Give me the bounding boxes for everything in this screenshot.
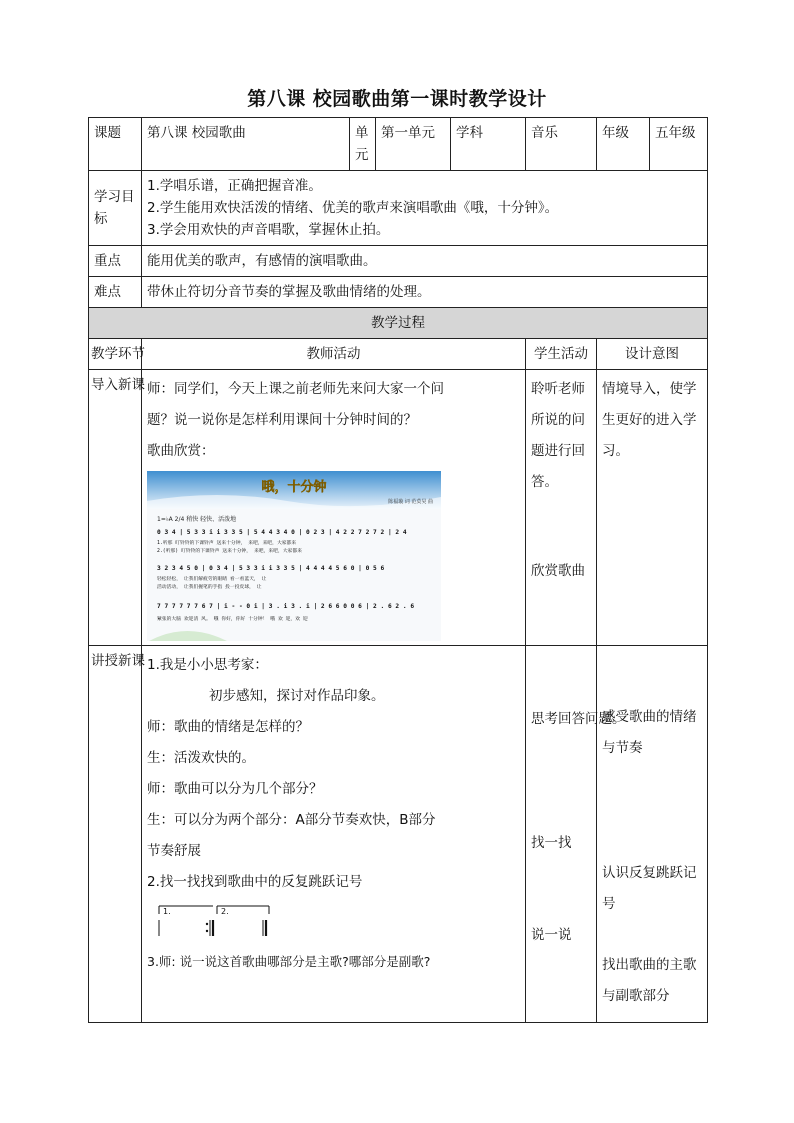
- student-activity-bottom: 欣赏歌曲: [531, 563, 585, 579]
- grade-label: 年级: [597, 118, 650, 171]
- new-lesson-stage: 讲授新课: [89, 646, 142, 1023]
- new-lesson-intent: [597, 646, 708, 1023]
- score-title: 哦，十分钟: [261, 480, 327, 495]
- key-point-row: [89, 246, 708, 277]
- score-lyric-line: 紧张的大脑 欢迎清 风。 哦 你好，你好 十分钟！ 哦 欢 迎，欢 迎: [157, 617, 308, 622]
- difficulty-value: 带休止符切分音节奏的掌握及歌曲情绪的处理。: [142, 277, 708, 308]
- column-header-row: [89, 339, 708, 370]
- page-title: 第八课 校园歌曲第一课时教学设计: [247, 88, 547, 110]
- student-activity: 说一说: [531, 927, 572, 943]
- column-student: 学生活动: [526, 339, 597, 370]
- topic-value: 第八课 校园歌曲: [142, 118, 350, 171]
- goal-item: 2.学生能用欢快活泼的情绪、优美的歌声来演唱歌曲《哦，十分钟》。: [147, 200, 559, 216]
- intent-item: 感受歌曲的情绪与节奏: [602, 709, 697, 756]
- score-lyric-line: 2.(听那) 叮铃铃的下课铃声 送来十分钟， 来吧，来吧，大家都来: [157, 549, 302, 554]
- score-lyric-line: 1.听那 叮铃铃的下课铃声 送来十分钟， 来吧，来吧，大家都来: [157, 541, 297, 546]
- intro-student: [526, 370, 597, 646]
- goal-item: 1.学唱乐谱，正确把握音准。: [147, 178, 322, 194]
- key-point-value: 能用优美的歌声，有感情的演唱歌曲。: [142, 246, 708, 277]
- score-key: 1=♭A 2/4 稍快 轻快、活泼地: [157, 516, 237, 523]
- first-ending-label: 1.: [163, 907, 171, 916]
- teacher-line: 生：可以分为两个部分：A部分节奏欢快，B部分: [147, 812, 436, 828]
- new-lesson-student: [526, 646, 626, 1023]
- teacher-line: 节奏舒展: [147, 843, 201, 859]
- second-ending-label: 2.: [221, 907, 229, 916]
- score-lyric-line: 活动活动， 让我们握笔的手指 投一投皮球， 让: [157, 585, 262, 590]
- key-point-label: 重点: [89, 246, 142, 277]
- process-header: 教学过程: [89, 308, 708, 339]
- score-notes-line: 3 2 3 4 5 0 | 0 3 4 | 5 3 3 i i 3 3 5 | 4 4 4 4 5 6 0 | 0 5 6: [157, 565, 385, 572]
- teacher-line: 师：同学们，今天上课之前老师先来问大家一个问: [147, 381, 444, 397]
- repeat-mark-svg: [157, 902, 277, 938]
- goals-list: [142, 171, 708, 246]
- new-lesson-row: [89, 646, 708, 1023]
- goals-label: 学习目标: [89, 171, 142, 246]
- unit-value: 第一单元: [376, 118, 451, 171]
- repeat-mark-illustration: [157, 902, 277, 938]
- intro-stage: 导入新课: [89, 370, 142, 646]
- intro-teacher: [142, 370, 526, 646]
- subject-label: 学科: [451, 118, 526, 171]
- process-header-row: [89, 308, 708, 339]
- grade-value: 五年级: [650, 118, 708, 171]
- intent-item: 认识反复跳跃记号: [602, 865, 697, 912]
- teacher-line: 1.我是小小思考家：: [147, 657, 268, 673]
- difficulty-row: [89, 277, 708, 308]
- teacher-line: 3.师: 说一说这首歌曲哪部分是主歌?哪部分是副歌?: [147, 954, 431, 969]
- goals-row: [89, 171, 708, 246]
- student-activity-top: 聆听老师所说的问题进行回答。: [531, 381, 585, 490]
- lesson-plan-table: [88, 117, 708, 1023]
- score-notes-line: 0 3 4 | 5 3 3 i i 3 3 5 | 5 4 4 3 4 0 | 0 2 3 | 4 2 2 7 2 7 2 | 2 4: [157, 529, 407, 536]
- teacher-line: 歌曲欣赏：: [147, 443, 215, 459]
- score-svg: [147, 471, 441, 641]
- teacher-line: 题？说一说你是怎样利用课间十分钟时间的？: [147, 412, 417, 428]
- score-credits: 陈福璇 词 范莫昊 曲: [388, 499, 433, 505]
- goal-item: 3.学会用欢快的声音唱歌，掌握休止拍。: [147, 222, 390, 238]
- teacher-line: 初步感知，探讨对作品印象。: [209, 688, 385, 704]
- student-activity: 找一找: [531, 835, 572, 851]
- score-notes-line: 7 7 7 7 7 7 6 7 | i - - 0 i | 3 . i 3 . i | 2 6 6 0 0 6 | 2 . 6 2 . 6: [157, 603, 415, 610]
- info-row: [89, 118, 708, 171]
- column-stage: 教学环节: [89, 339, 142, 370]
- teacher-line: 2.找一找找到歌曲中的反复跳跃记号: [147, 874, 363, 890]
- subject-value: 音乐: [526, 118, 597, 171]
- difficulty-label: 难点: [89, 277, 142, 308]
- unit-label: 单元: [350, 118, 376, 171]
- column-intent: 设计意图: [597, 339, 708, 370]
- score-lyric-line: 轻松轻松， 让我们解疲劳的眼睛 看一看蓝天， 让: [157, 577, 267, 582]
- new-lesson-teacher: [142, 646, 526, 1023]
- teacher-line: 师：歌曲的情绪是怎样的？: [147, 719, 309, 735]
- intent-item: 找出歌曲的主歌与副歌部分: [602, 957, 697, 1004]
- teacher-line: 生：活泼欢快的。: [147, 750, 255, 766]
- song-score-image: [147, 471, 441, 641]
- topic-label: 课题: [89, 118, 142, 171]
- intro-row: [89, 370, 708, 646]
- column-teacher: 教师活动: [142, 339, 526, 370]
- intro-intent: 情境导入，使学生更好的进入学习。: [597, 370, 708, 646]
- teacher-line: 师：歌曲可以分为几个部分？: [147, 781, 323, 797]
- student-activity: 思考回答问题。: [531, 711, 626, 727]
